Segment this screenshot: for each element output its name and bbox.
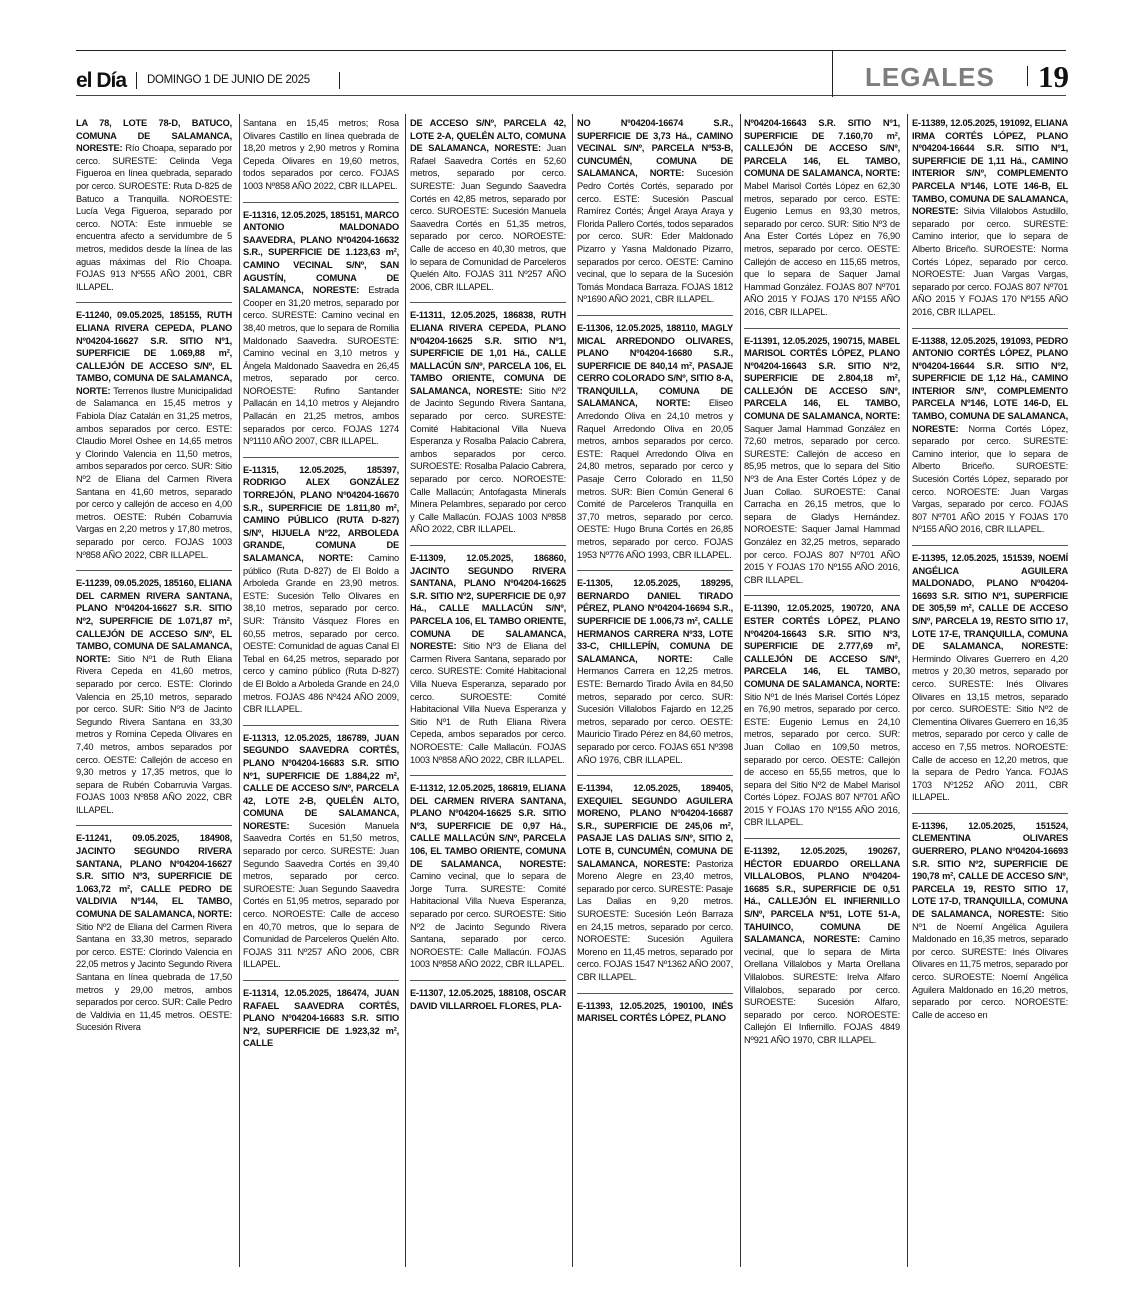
notice-body: Calle Hermanos Carrera en 12,25 metros. ESTE: Bernardo Tirado Ávila en 84,50 metros, separado por cerco. SUR: Sucesión Villalobos Fajardo en 12,25 metros, separado por cerco. OESTE: Mauricio Tirado Pérez en 84,60 metros, separado por cerco. FOJAS 651 Nº398 AÑO 1976, CBR ILLAPEL. — [577, 653, 733, 765]
notice-heading: E-11306, 12.05.2025, 188110, MAGLY MICAL ARREDONDO OLIVARES, PLANO Nº04204-16680 S.R., SUPERFICIE DE 840,14 m², PASAJE CERRO COLORADO S/Nº, SITIO 8-A, TRANQUILLA, COMUNA DE SALAMANCA, NORTE: — [577, 322, 733, 409]
notice-heading: E-11316, 12.05.2025, 185151, MARCO ANTONIO MALDONADO SAAVEDRA, PLANO Nº04204-16632 S.R., SUPERFICIE DE 1.123,63 m², CAMINO VECINAL S/Nº, SAN AGUSTÍN, COMUNA DE SALAMANCA, NORESTE: — [243, 209, 399, 296]
column-4 — [577, 117, 733, 1267]
column-1 — [76, 117, 232, 1267]
section-title: LEGALES — [865, 62, 995, 92]
legal-notice — [577, 993, 733, 1025]
notice-body: Saquer Jamal Hammad González en 72,60 metros, separado por cerco. SURESTE: Callejón de acceso en 85,95 metros, que lo separa del Sitio Nº3 de Ana Ester Cortés López y de Juan Collao. SUROESTE: Canal Carracha en 26,15 metros, que lo separa de Gladys Hernández. NOROESTE: Saquer Jamal Hammad González en 32,25 metros, separado por cerco. FOJAS 807 Nº701 AÑO 2015 Y FOJAS 170 Nº155 AÑO 2016, CBR ILLAPEL. — [744, 423, 900, 585]
column-divider — [405, 114, 406, 1267]
legal-notice — [76, 570, 232, 816]
notice-body: Sitio Nº1 de Inés Marisel Cortés López en 76,90 metros, separado por cerco. ESTE: Eugenio Lemus en 24,10 metros, separado por cerco. SUR: Juan Collao en 109,50 metros, separado por cerco. OESTE: Callejón de acceso en 55,55 metros, que lo separa del Sitio Nº2 de Mabel Marisol Cortés López. FOJAS 807 Nº701 AÑO 2015 Y FOJAS 170 Nº155 AÑO 2016, CBR ILLAPEL. — [744, 691, 900, 828]
legal-notice — [577, 570, 733, 766]
page-number: 19 — [1038, 59, 1069, 94]
legal-notice — [577, 315, 733, 561]
notice-body: Sucesión Manuela Saavedra Cortés en 51,50 metros, separado por cerco. SURESTE: Juan Segundo Saavedra Cortés en 39,40 metros, separado por cerco. SUROESTE: Juan Segundo Saavedra Cortés en 51,95 metros, separado por cerco. NOROESTE: Calle de acceso en 40,70 metros, que lo separa de Comunidad de Parceleros Quelén Alto. FOJAS 311 Nº257 AÑO 2006, CBR ILLAPEL. — [243, 820, 399, 970]
legal-notice — [744, 595, 900, 829]
legal-notice — [744, 117, 900, 319]
notice-heading: LA 78, LOTE 78-D, BATUCO, COMUNA DE SALAMANCA, NORESTE: — [76, 118, 232, 154]
notice-body: Río Choapa, separado por cerco. SURESTE: Celinda Vega Figueroa en línea quebrada, separado por cerco. SUROESTE: Ruta D-825 de Batuco a Tranquilla. NOROESTE: Lucía Vega Figueroa, separado por cerco. NOTA: Este inmueble se encuentra afecto a servidumbre de 5 metros, medidos desde la línea de las aguas máximas del Río Choapa. FOJAS 913 Nº555 AÑO 2001, CBR ILLAPEL. — [76, 143, 232, 292]
legal-notice — [410, 775, 566, 971]
legal-notice — [410, 980, 566, 1012]
notice-heading: DE ACCESO S/Nº, PARCELA 42, LOTE 2-A, QUELÉN ALTO, COMUNA DE SALAMANCA, NORESTE: — [410, 118, 566, 154]
issue-date: DOMINGO 1 DE JUNIO DE 2025 — [147, 74, 310, 86]
notice-heading: E-11305, 12.05.2025, 189295, BERNARDO DANIEL TIRADO PÉREZ, PLANO Nº04204-16694 S.R., SUPERFICIE DE 1.006,73 m², CALLE HERMANOS CARRERA Nº33, LOTE 33-C, CHILLEPÍN, COMUNA DE SALAMANCA, NORTE: — [577, 578, 733, 664]
legal-notice — [577, 117, 733, 306]
notice-heading: E-11240, 09.05.2025, 185155, RUTH ELIANA RIVERA CEPEDA, PLANO Nº04204-16627 S.R. SITIO Nº1, SUPERFICIE DE 1.069,88 m², CALLEJÓN DE ACCESO S/Nº, EL TAMBO, COMUNA DE SALAMANCA, NORTE: — [76, 310, 232, 396]
notice-heading: E-11389, 12.05.2025, 191092, ELIANA IRMA CORTÉS LÓPEZ, PLANO Nº04204-16644 S.R. SITIO Nº1, SUPERFICIE DE 1,11 Há., CAMINO INTERIOR S/Nº, COMPLEMENTO PARCELA Nº146, LOTE 146-B, EL TAMBO, COMUNA DE SALAMANCA, NORESTE: — [912, 118, 1068, 217]
notice-body: Mabel Marisol Cortés López en 62,30 metros, separado por cerco. ESTE: Eugenio Lemus en 93,30 metros, separado por cerco. SUR: Sitio Nº3 de Ana Ester Cortés López en 76,90 metros, separado por cerco. OESTE: Callejón de acceso en 115,65 metros, que lo separa de Saquer Jamal Hammad González. FOJAS 807 Nº701 AÑO 2015 Y FOJAS 170 Nº155 AÑO 2016, CBR ILLAPEL. — [744, 180, 900, 317]
notice-heading: E-11392, 12.05.2025, 190267, HÉCTOR EDUARDO ORELLANA VILLALOBOS, PLANO Nº04204-16685 S.R., SUPERFICIE DE 0,51 Há., CALLEJÓN EL INFIERNILLO S/Nº, PARCELA Nº51, LOTE 51-A, TAHUINCO, COMUNA DE SALAMANCA, NORESTE: — [744, 846, 900, 945]
column-divider — [907, 114, 908, 1267]
legal-notice — [243, 725, 399, 971]
notice-heading: E-11395, 12.05.2025, 151539, NOEMÍ ANGÉLICA AGUILERA MALDONADO, PLANO Nº04204-16693 S.R. SITIO Nº1, SUPERFICIE DE 305,59 m², CALLE DE ACCESO S/Nº, PARCELA 19, RESTO SITIO 17, LOTE 17-E, TRANQUILLA, COMUNA DE SALAMANCA, NORESTE: — [912, 553, 1068, 652]
legal-notice — [243, 117, 399, 193]
notice-heading: E-11241, 09.05.2025, 184908, JACINTO SEGUNDO RIVERA SANTANA, PLANO Nº04204-16627 S.R. SITIO Nº3, SUPERFICIE DE 1.063,72 m², CALLE PEDRO DE VALDIVIA Nº144, EL TAMBO, COMUNA DE SALAMANCA, NORTE: — [76, 833, 232, 920]
notice-body: Juan Rafael Saavedra Cortés en 52,60 metros, separado por cerco. SURESTE: Juan Segundo Saavedra Cortés en 42,85 metros, separado por cerco. SUROESTE: Sucesión Manuela Saavedra Cortés en 51,35 metros, separado por cerco. NOROESTE: Calle de acceso en 40,30 metros, que lo separa de Comunidad de Parceleros Quelén Alto. FOJAS 311 Nº257 AÑO 2006, CBR ILLAPEL. — [410, 143, 566, 292]
legal-notice — [912, 117, 1068, 319]
legal-notice — [577, 775, 733, 984]
legal-notice — [243, 980, 399, 1050]
notice-heading: E-11307, 12.05.2025, 188108, OSCAR DAVID VILLARROEL FLORES, PLA- — [410, 988, 566, 1011]
notice-body: Terrenos Ilustre Municipalidad de Salamanca en 15,45 metros y Fabiola Díaz Catalán en 31,25 metros, ambos separados por cerco. ESTE: Claudio Morel Oshee en 14,65 metros y Clorindo Valencia en 11,50 metros, ambos separados por cerco. SUR: Sitio Nº2 de Eliana del Carmen Rivera Santana en 41,60 metros, separado por cerco y callejón de acceso en 4,00 metros. OESTE: Rubén Cobarruvia Vargas en 2,20 metros y 17,80 metros, separado por cerco. FOJAS 1003 Nº858 AÑO 2022, CBR ILLAPEL. — [76, 385, 232, 560]
notice-body: Sitio Nº2 de Eliana del Carmen Rivera Santana en 33,30 metros, separado por cerco. ESTE: Clorindo Valencia en 22,05 metros y Jacinto Segundo Rivera Santana en línea quebrada de 17,50 metros y 29,00 metros, ambos separados por cerco. SUR: Calle Pedro de Valdivia en 11,45 metros. OESTE: Sucesión Rivera — [76, 921, 232, 1033]
header-divider — [339, 72, 340, 89]
notice-body: Estrada Cooper en 31,20 metros, separado por cerco. SURESTE: Camino vecinal en 38,40 metros, que lo separa de Romilia Maldonado Saavedra. SUROESTE: Camino vecinal en 3,10 metros y Ángela Maldonado Saavedra en 26,45 metros, separado por cerco. NOROESTE: Rufino Santander Pallacán en 14,10 metros y Alejandro Pallacán en 21,25 metros, ambos separados por cerco. FOJAS 1274 Nº1110 AÑO 2007, CBR ILLAPEL. — [243, 285, 399, 447]
notice-heading: E-11390, 12.05.2025, 190720, ANA ESTER CORTÉS LÓPEZ, PLANO Nº04204-16643 S.R. SITIO Nº3, SUPERFICIE DE 2.777,69 m², CALLEJÓN DE ACCESO S/Nº, PARCELA 146, EL TAMBO, COMUNA DE SALAMANCA, NORTE: — [744, 603, 900, 689]
header-divider — [832, 51, 833, 97]
notice-heading: E-11394, 12.05.2025, 189405, EXEQUIEL SEGUNDO AGUILERA MORENO, PLANO Nº04204-16687 S.R., SUPERFICIE DE 245,06 m², PASAJE LAS DALIAS S/Nº, SITIO 2, LOTE B, CUNCUMÉN, COMUNA DE SALAMANCA, NORESTE: — [577, 783, 733, 869]
column-5 — [744, 117, 900, 1267]
notice-heading: E-11314, 12.05.2025, 186474, JUAN RAFAEL SAAVEDRA CORTÉS, PLANO Nº04204-16683 S.R. SITIO Nº2, SUPERFICIE DE 1.923,32 m², CALLE — [243, 988, 399, 1049]
header-divider — [1027, 66, 1028, 86]
column-divider — [740, 114, 741, 1267]
notice-body: Silvia Villalobos Astudillo, separado por cerco. SURESTE: Camino interior, que lo separa de Alberto Briceño. SUROESTE: Norma Cortés López, separado por cerco. NOROESTE: Juan Vargas Vargas, separado por cerco. FOJAS 807 Nº701 AÑO 2015 Y FOJAS 170 Nº155 AÑO 2016, CBR ILLAPEL. — [912, 206, 1068, 317]
notice-heading: E-11315, 12.05.2025, 185397, RODRIGO ALEX GONZÁLEZ TORREJÓN, PLANO Nº04204-16670 S.R., SUPERFICIE DE 1.811,80 m², CAMINO PÚBLICO (RUTA D-827) S/Nº, HIJUELA Nº22, ARBOLEDA GRANDE, COMUNA DE SALAMANCA, NORTE: — [243, 464, 399, 563]
notice-heading: E-11309, 12.05.2025, 186860, JACINTO SEGUNDO RIVERA SANTANA, PLANO Nº04204-16625 S.R. SITIO Nº2, SUPERFICIE DE 0,97 Há., CALLE MALLACÚN S/Nº, PARCELA 106, EL TAMBO ORIENTE, COMUNA DE SALAMANCA, NORESTE: — [410, 553, 566, 652]
notice-heading: E-11391, 12.05.2025, 190715, MABEL MARISOL CORTÉS LÓPEZ, PLANO Nº04204-16643 S.R. SITIO Nº2, SUPERFICIE DE 2.804,18 m², CALLEJÓN DE ACCESO S/Nº, PARCELA 146, EL TAMBO, COMUNA DE SALAMANCA, NORTE: — [744, 335, 900, 422]
legal-notice — [410, 117, 566, 293]
legal-notice — [912, 813, 1068, 1022]
notice-body: Camino vecinal, que lo separa de Mirta Orellana Villalobos y Marta Orellana Villalobos. SURESTE: Irelva Alfaro Villalobos, separado por cerco. SUROESTE: Sucesión Alfaro, separado por cerco. NOROESTE: Callejón El Infiernillo. FOJAS 4849 Nº921 AÑO 1970, CBR ILLAPEL. — [744, 934, 900, 1045]
notice-body: Hermindo Olivares Guerrero en 4,20 metros y 20,30 metros, separado por cerco. SURESTE: Inés Olivares Olivares en 13,15 metros, separado por cerco. SUROESTE: Sitio Nº2 de Clementina Olivares Guerrero en 16,35 metros, separado por cerco y calle de acceso en 7,55 metros. NOROESTE: Calle de acceso en 12,20 metros, que la separa de Pedro Yanca. FOJAS 1703 Nº1252 AÑO 2011, CBR ILLAPEL. — [912, 653, 1068, 803]
legal-notice — [410, 302, 566, 536]
notice-heading: E-11396, 12.05.2025, 151524, CLEMENTINA OLIVARES GUERRERO, PLANO Nº04204-16693 S.R. SITIO Nº2, SUPERFICIE DE 190,78 m², CALLE DE ACCESO S/Nº, PARCELA 19, RESTO SITIO 17, LOTE 17-D, TRANQUILLA, COMUNA DE SALAMANCA, NORESTE: — [912, 820, 1068, 920]
notice-heading: E-11388, 12.05.2025, 191093, PEDRO ANTONIO CORTÉS LÓPEZ, PLANO Nº04204-16644 S.R. SITIO Nº2, SUPERFICIE DE 1,12 Há., CAMINO INTERIOR S/Nº, COMPLEMENTO PARCELA Nº146, LOTE 146-D, EL TAMBO, COMUNA DE SALAMANCA, NORESTE: — [912, 335, 1068, 434]
notice-heading: E-11313, 12.05.2025, 186789, JUAN SEGUNDO SAAVEDRA CORTÉS, PLANO Nº04204-16683 S.R. SITIO Nº1, SUPERFICIE DE 1.884,22 m², CALLE DE ACCESO S/Nº, PARCELA 42, LOTE 2-B, QUELÉN ALTO, COMUNA DE SALAMANCA, NORESTE: — [243, 732, 399, 831]
column-divider — [572, 114, 573, 1267]
notice-body: Santana en 15,45 metros; Rosa Olivares Castillo en línea quebrada de 18,20 metros y 2,90 metros y Romina Cepeda Olivares en 19,60 metros, todos separados por cerco. FOJAS 1003 Nº858 AÑO 2022, CBR ILLAPEL. — [243, 118, 399, 191]
notice-body: Camino vecinal, que lo separa de Jorge Turra. SURESTE: Comité Habitacional Villa Nueva Esperanza, separado por cerco. SUROESTE: Sitio Nº2 de Jacinto Segundo Rivera Santana, separado por cerco. NOROESTE: Calle Mallacún. FOJAS 1003 Nº858 AÑO 2022, CBR ILLAPEL. — [410, 871, 566, 970]
legal-notice — [912, 328, 1068, 537]
column-2 — [243, 117, 399, 1267]
column-divider — [239, 114, 240, 1267]
legal-notice — [76, 825, 232, 1034]
page-header — [76, 50, 1069, 96]
newspaper-logo: el Día — [76, 69, 127, 92]
notice-heading: E-11239, 09.05.2025, 185160, ELIANA DEL CARMEN RIVERA SANTANA, PLANO Nº04204-16627 S.R. SITIO Nº2, SUPERFICIE DE 1.071,87 m², CALLEJÓN DE ACCESO S/Nº, EL TAMBO, COMUNA DE SALAMANCA, NORTE: — [76, 578, 232, 664]
notice-heading: E-11393, 12.05.2025, 190100, INÉS MARISEL CORTÉS LÓPEZ, PLANO — [577, 1000, 733, 1024]
notice-heading: E-11311, 12.05.2025, 186838, RUTH ELIANA RIVERA CEPEDA, PLANO Nº04204-16625 S.R. SITIO Nº1, SUPERFICIE DE 1,01 Há., CALLE MALLACÚN S/Nº, PARCELA 106, EL TAMBO ORIENTE, COMUNA DE SALAMANCA, NORESTE: — [410, 310, 566, 396]
notice-body: Sitio Nº3 de Eliana del Carmen Rivera Santana, separado por cerco. SURESTE: Comité Habitacional Villa Nueva Esperanza, separado por cerco. SUROESTE: Comité Habitacional Villa Nueva Esperanza y Sitio Nº1 de Ruth Eliana Rivera Cepeda, ambos separados por cerco. NOROESTE: Calle Mallacún. FOJAS 1003 Nº858 AÑO 2022, CBR ILLAPEL. — [410, 641, 566, 765]
notice-heading: Nº04204-16643 S.R. SITIO Nº1, SUPERFICIE DE 7.160,70 m², CALLEJÓN DE ACCESO S/Nº, PARCELA 146, EL TAMBO, COMUNA DE SALAMANCA, NORTE: — [744, 118, 900, 179]
notice-body: Pastoriza Moreno Alegre en 23,40 metros, separado por cerco. SURESTE: Pasaje Las Dalias en 9,20 metros. SUROESTE: Sucesión León Barraza en 24,15 metros, separado por cerco. NOROESTE: Sucesión Aguilera Moreno en 11,45 metros, separado por cerco. FOJAS 1547 Nº1362 AÑO 2007, CBR ILLAPEL. — [577, 858, 733, 982]
legal-notice — [744, 838, 900, 1047]
legal-notice — [243, 457, 399, 716]
notice-body: Camino público (Ruta D-827) de El Boldo a Arboleda Grande en 23,90 metros. ESTE: Sucesión Tello Olivares en 38,10 metros, separado por cerco. SUR: Tránsito Vásquez Flores en 60,55 metros, separado por cerco. OESTE: Comunidad de aguas Canal El Tebal en 64,25 metros, separado por cerco y camino público (Ruta D-827) de El Boldo a Arboleda Grande en 24,0 metros. FOJAS 486 Nº424 AÑO 2009, CBR ILLAPEL. — [243, 553, 399, 715]
legal-notice — [744, 328, 900, 587]
legal-notice — [76, 117, 232, 293]
legal-notice — [76, 302, 232, 561]
column-3 — [410, 117, 566, 1267]
notice-heading: NO Nº04204-16674 S.R., SUPERFICIE DE 3,73 Há., CAMINO VECINAL S/Nº, PARCELA Nº53-B, CUNCUMÉN, COMUNA DE SALAMANCA, NORTE: — [577, 118, 733, 179]
column-6 — [912, 117, 1068, 1267]
notice-heading: E-11312, 12.05.2025, 186819, ELIANA DEL CARMEN RIVERA SANTANA, PLANO Nº04204-16625 S.R. SITIO Nº3, SUPERFICIE DE 0,97 Há., CALLE MALLACÚN S/Nº, PARCELA 106, EL TAMBO ORIENTE, COMUNA DE SALAMANCA, NORESTE: — [410, 783, 566, 869]
notice-body: Eliseo Arredondo Oliva en 24,10 metros y Raquel Arredondo Oliva en 20,05 metros, ambos separados por cerco. ESTE: Raquel Arredondo Oliva en 24,80 metros, separado por cerco y Pasaje Cerro Colorado en 11,50 metros. SUR: Bien Común General 6 Comité de Parceleros Tranquilla en 37,70 metros, separado por cerco. OESTE: Hugo Bruna Cortés en 26,85 metros, separado por cerco. FOJAS 1953 Nº776 AÑO 1993, CBR ILLAPEL. — [577, 398, 733, 560]
notice-body: Sucesión Pedro Cortés Cortés, separado por cerco. ESTE: Sucesión Pascual Ramírez Cortés; Ángel Araya Araya y Florida Pallero Cortés, todos separados por cerco. SUR: Eder Maldonado Pizarro y Yasna Maldonado Pizarro, separados por cerco. OESTE: Camino vecinal, que lo separa de la Sucesión Tomás Mondaca Barraza. FOJAS 1812 Nº1690 AÑO 2021, CBR ILLAPEL. — [577, 168, 733, 305]
notice-body: Sitio Nº1 de Ruth Eliana Rivera Cepeda en 41,60 metros, separado por cerco. ESTE: Clorindo Valencia en 25,10 metros, separado por cerco. SUR: Sitio Nº3 de Jacinto Segundo Rivera Santana en 33,30 metros y Romina Cepeda Olivares en 7,40 metros, ambos separados por cerco. OESTE: Callejón de acceso en 9,30 metros y 17,35 metros, que lo separa de Rubén Cobarruvia Vargas. FOJAS 1003 Nº858 AÑO 2022, CBR ILLAPEL. — [76, 653, 232, 815]
legal-notice — [410, 545, 566, 766]
notice-body: Norma Cortés López, separado por cerco. SURESTE: Camino interior, que lo separa de Alberto Briceño. SUROESTE: Sucesión Cortés López, separado por cerco. NOROESTE: Juan Vargas Vargas, separado por cerco. FOJAS 807 Nº701 AÑO 2015 Y FOJAS 170 Nº155 AÑO 2016, CBR ILLAPEL. — [912, 423, 1068, 535]
legal-notice — [912, 545, 1068, 804]
legal-notice — [243, 202, 399, 448]
header-divider — [136, 72, 137, 89]
notice-body: Sitio Nº2 de Jacinto Segundo Rivera Santana, separado por cerco. SURESTE: Comité Habitacional Villa Nueva Esperanza y Rosalba Palacio Cabrera, ambos separados por cerco. SUROESTE: Rosalba Palacio Cabrera, separado por cerco. NOROESTE: Calle Mallacún; Antofagasta Minerals Minera Pelambres, separado por cerco y Calle Mallacún. FOJAS 1003 Nº858 AÑO 2022, CBR ILLAPEL. — [410, 385, 566, 535]
notice-body: Sitio Nº1 de Noemí Angélica Aguilera Maldonado en 16,35 metros, separado por cerco. SURESTE: Inés Olivares Olivares en 11,75 metros, separado por cerco. SUROESTE: Noemí Angélica Aguilera Maldonado en 16,20 metros, separado por cerco. NOROESTE: Calle de acceso en — [912, 909, 1068, 1020]
